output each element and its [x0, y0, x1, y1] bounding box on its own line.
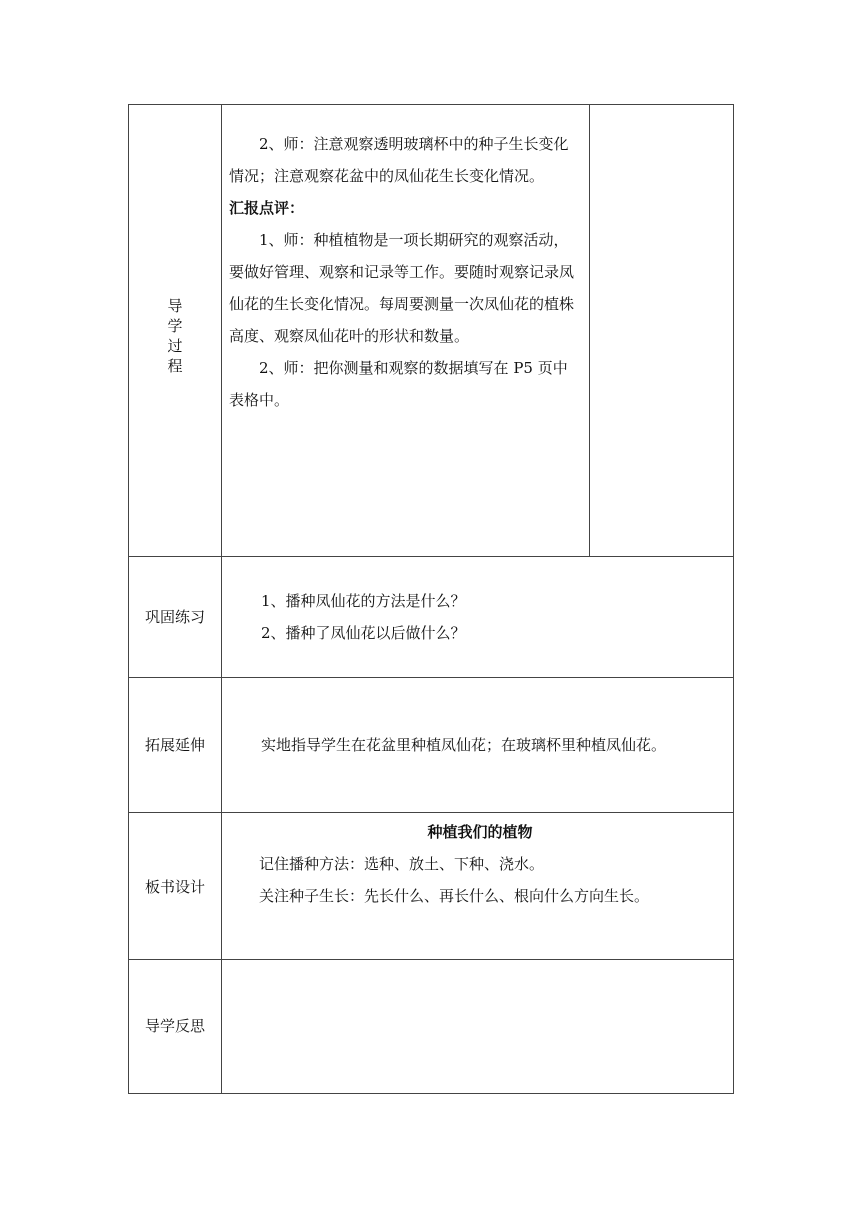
- label-char: 学: [167, 317, 183, 335]
- practice-label: 巩固练习: [144, 608, 205, 626]
- table-border-left: [128, 104, 129, 1094]
- label-char: 过: [167, 337, 183, 355]
- row-divider: [128, 812, 734, 813]
- practice-question: 2、播种了凤仙花以后做什么？: [261, 624, 466, 642]
- label-char: 导: [167, 297, 183, 315]
- teacher-instruction-paragraph: 2、师：注意观察透明玻璃杯中的种子生长变化情况；注意观察花盆中的凤仙花生长变化情况。: [229, 135, 569, 185]
- label-column-divider: [221, 104, 222, 1094]
- board-content: [229, 816, 731, 912]
- board-label: 板书设计: [144, 878, 205, 896]
- board-line: 记住播种方法：选种、放土、下种、浇水。: [259, 855, 545, 873]
- board-title: 种植我们的植物: [427, 823, 533, 841]
- extension-content: [231, 729, 731, 761]
- report-heading: 汇报点评：: [229, 199, 305, 217]
- extension-text: 实地指导学生在花盆里种植凤仙花；在玻璃杯里种植凤仙花。: [261, 736, 667, 754]
- guide-process-content: [229, 128, 581, 416]
- guide-process-label: [128, 296, 222, 376]
- board-line: 关注种子生长：先长什么、再长什么、根向什么方向生长。: [259, 887, 650, 905]
- teacher-task-paragraph: 2、师：把你测量和观察的数据填写在 P5 页中表格中。: [229, 359, 568, 409]
- label-char: 程: [167, 357, 183, 375]
- extension-label: 拓展延伸: [144, 736, 205, 754]
- teacher-comment-paragraph: 1、师：种植植物是一项长期研究的观察活动，要做好管理、观察和记录等工作。要随时观察记录凤仙花的生长变化情况。每周要测量一次凤仙花的植株高度、观察凤仙花叶的形状和数量。: [229, 231, 575, 345]
- notes-column-divider: [589, 104, 590, 556]
- practice-question: 1、播种凤仙花的方法是什么？: [261, 592, 466, 610]
- table-border-top: [128, 104, 734, 105]
- row-divider: [128, 677, 734, 678]
- row-divider: [128, 959, 734, 960]
- practice-content: [231, 585, 726, 649]
- table-border-bottom: [128, 1093, 734, 1094]
- table-border-right: [733, 104, 734, 1094]
- reflection-label: 导学反思: [144, 1017, 205, 1035]
- row-divider: [128, 556, 734, 557]
- lesson-plan-table: [128, 104, 734, 1094]
